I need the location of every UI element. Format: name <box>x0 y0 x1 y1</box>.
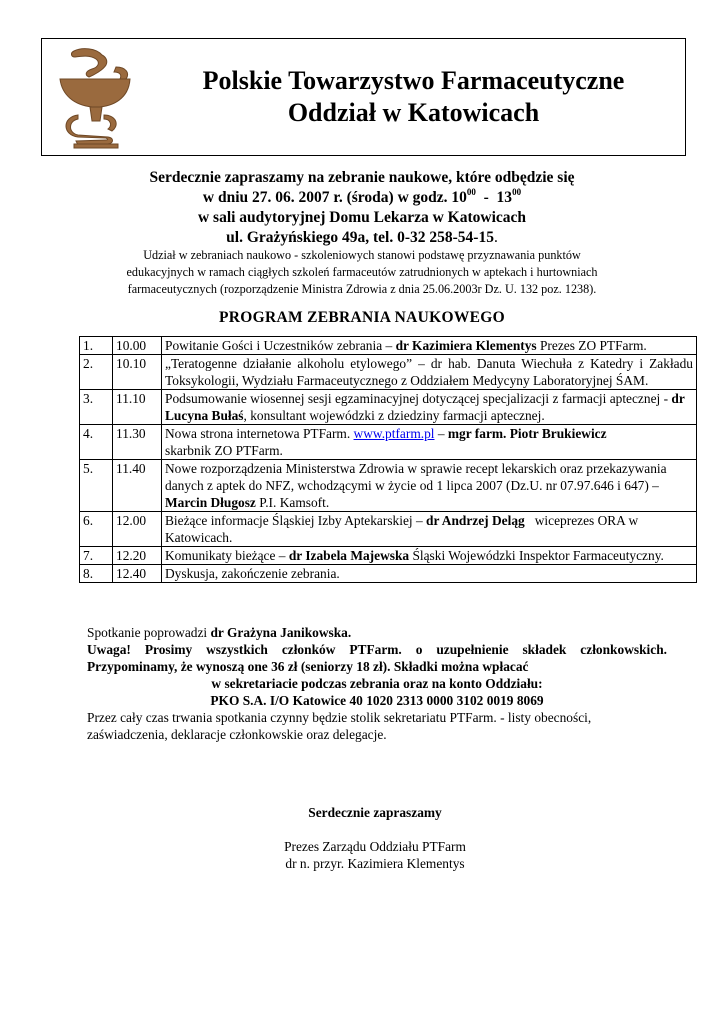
item-time: 11.10 <box>113 390 162 425</box>
dues-amount: Przypominamy, że wynoszą one 36 zł (seniorzy 18 zł). Składki można wpłacać <box>87 659 529 674</box>
letterhead <box>41 38 686 156</box>
table-row <box>80 355 697 390</box>
description-text: Komunikaty bieżące – <box>165 548 289 563</box>
description-text: Podsumowanie wiosennej sesji egzaminacyjnej dotyczącej specjalizacji z farmacji aptecznej - <box>165 391 672 406</box>
description-text: skarbnik ZO PTFarm. <box>165 443 283 458</box>
speaker-name: dr Kazimiera Klementys <box>395 338 537 353</box>
payment-info: w sekretariacie podczas zebrania oraz na konto Oddziału: <box>211 676 543 691</box>
invitation-address: ul. Grażyńskiego 49a, tel. 0-32 258-54-15 <box>226 229 494 246</box>
description-text: Bieżące informacje Śląskiej Izby Aptekarskiej – <box>165 513 427 528</box>
credit-note <box>80 247 644 298</box>
note-line: Udział w zebraniach naukowo - szkoleniowych stanowi podstawę przyznawania punktów <box>143 248 581 262</box>
closing-invitation: Serdecznie zapraszamy <box>308 805 442 820</box>
host-line <box>87 624 667 641</box>
item-description <box>162 390 697 425</box>
secretariat-note: Przez cały czas trwania spotkania czynny będzie stolik sekretariatu PTFarm. - listy obecności, zaświadczenia, deklaracje członkowskie oraz delegacje. <box>87 710 592 742</box>
spacer <box>0 821 724 838</box>
item-time: 12.20 <box>113 547 162 565</box>
speaker-name: dr Andrzej Deląg <box>426 513 525 528</box>
speaker-name: dr Lucyna Bułaś <box>165 391 685 423</box>
description-text: P.I. Kamsoft. <box>255 495 330 510</box>
program-table <box>79 336 697 583</box>
invitation <box>0 168 724 248</box>
announcements <box>87 624 667 743</box>
table-row <box>80 547 697 565</box>
bank-account: PKO S.A. I/O Katowice 40 1020 2313 0000 3102 0019 8069 <box>210 693 544 708</box>
table-row <box>80 390 697 425</box>
program-title: PROGRAM ZEBRANIA NAUKOWEGO <box>219 309 505 326</box>
item-description <box>162 547 697 565</box>
invitation-address-line <box>0 228 724 248</box>
item-number: 2. <box>80 355 113 390</box>
end-minutes: 00 <box>512 187 522 197</box>
invitation-line: Serdecznie zapraszamy na zebranie naukowe, które odbędzie się <box>149 169 575 186</box>
address-period: . <box>493 229 498 246</box>
item-time: 12.40 <box>113 565 162 583</box>
organization-title <box>142 65 685 129</box>
organization-name: Polskie Towarzystwo Farmaceutyczne <box>202 66 625 95</box>
item-number: 3. <box>80 390 113 425</box>
description-text: Nowa strona internetowa PTFarm. <box>165 426 354 441</box>
website-link[interactable]: www.ptfarm.pl <box>353 426 435 441</box>
speaker-name: dr Izabela Majewska <box>288 548 410 563</box>
host-name: dr Grażyna Janikowska. <box>210 625 352 640</box>
organization-branch: Oddział w Katowicach <box>287 98 540 127</box>
item-time: 11.40 <box>113 460 162 512</box>
item-description <box>162 460 697 512</box>
item-number: 5. <box>80 460 113 512</box>
table-row <box>80 565 697 583</box>
invitation-date: w dniu 27. 06. 2007 r. (środa) w godz. 10 <box>202 189 467 206</box>
invitation-date-line <box>0 188 724 208</box>
speaker-name: mgr farm. Piotr Brukiewicz <box>447 426 607 441</box>
signatory-role: Prezes Zarządu Oddziału PTFarm <box>284 839 466 854</box>
description-text: Śląski Wojewódzki Inspektor Farmaceutyczny. <box>409 548 664 563</box>
item-number: 4. <box>80 425 113 460</box>
start-minutes: 00 <box>466 187 476 197</box>
description-text: Nowe rozporządzenia Ministerstwa Zdrowia w sprawie recept lekarskich oraz przekazywania danych z aptek do NFZ, wchodzącymi w życie od 1 lipca 2007 (Dz.U. nr 07.97.646 i 647) – <box>165 461 667 493</box>
description-text: Powitanie Gości i Uczestników zebrania – <box>165 338 396 353</box>
item-description <box>162 512 697 547</box>
item-time: 10.00 <box>113 337 162 355</box>
item-description <box>162 425 697 460</box>
description-text: wiceprezes ORA w Katowicach. <box>165 513 642 545</box>
closing <box>0 804 724 872</box>
description-text: , konsultant wojewódzki z dziedziny farmacji aptecznej. <box>243 408 545 423</box>
item-number: 7. <box>80 547 113 565</box>
note-line: edukacyjnych w ramach ciągłych szkoleń farmaceutów zatrudnionych w aptekach i hurtowniach <box>126 265 598 279</box>
note-line: farmaceutycznych (rozporządzenie Ministra Zdrowia z dnia 25.06.2003r Dz. U. 132 poz. 1238). <box>127 282 597 296</box>
description-text: Dyskusja, zakończenie zebrania. <box>165 566 340 581</box>
item-time: 10.10 <box>113 355 162 390</box>
time-separator: - 13 <box>475 189 513 206</box>
speaker-name: Marcin Długosz <box>165 495 256 510</box>
bowl-of-hygieia-icon <box>56 45 136 149</box>
item-time: 12.00 <box>113 512 162 547</box>
item-description <box>162 565 697 583</box>
item-number: 6. <box>80 512 113 547</box>
signatory-name: dr n. przyr. Kazimiera Klementys <box>285 856 465 871</box>
item-description <box>162 337 697 355</box>
item-description <box>162 355 697 390</box>
invitation-venue: w sali audytoryjnej Domu Lekarza w Katowicach <box>197 209 527 226</box>
item-number: 1. <box>80 337 113 355</box>
dues-notice: Uwaga! Prosimy wszystkich członków PTFarm. o uzupełnienie składek członkowskich. <box>87 642 667 657</box>
item-number: 8. <box>80 565 113 583</box>
description-text: Prezes ZO PTFarm. <box>536 338 647 353</box>
host-label: Spotkanie poprowadzi <box>87 625 211 640</box>
description-text: – <box>434 426 448 441</box>
table-row <box>80 425 697 460</box>
item-time: 11.30 <box>113 425 162 460</box>
description-text: „Teratogenne działanie alkoholu etylowego” – dr hab. Danuta Wiechuła z Katedry i Zakładu Toksykologii, Wydziału Farmaceutycznego z Oddziałem Medycyny Laboratoryjnej ŚAM. <box>165 356 693 388</box>
table-row <box>80 460 697 512</box>
table-row <box>80 337 697 355</box>
table-row <box>80 512 697 547</box>
